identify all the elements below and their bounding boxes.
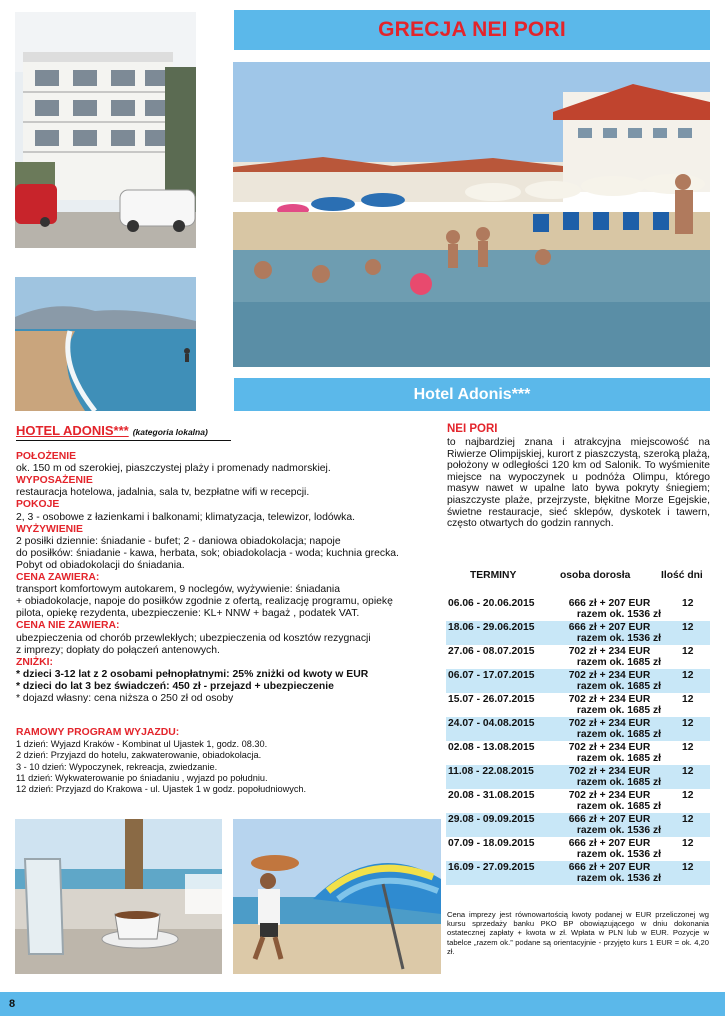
page-number: 8 — [9, 998, 16, 1010]
term-cell: 15.07 - 26.07.2015 — [448, 694, 535, 705]
table-row — [446, 693, 710, 717]
section-line: restauracja hotelowa, jadalnia, sala tv, bezpłatne wifi w recepcji. — [16, 487, 310, 499]
pricing-table-header — [446, 568, 710, 582]
days-cell: 12 — [682, 742, 694, 753]
table-row — [446, 789, 710, 813]
term-cell: 20.08 - 31.08.2015 — [448, 790, 535, 801]
total-cell: razem ok. 1685 zł — [576, 729, 661, 740]
page-title: GRECJA NEI PORI — [378, 18, 566, 41]
program-title: RAMOWY PROGRAM WYJAZDU: — [16, 727, 180, 739]
days-cell: 12 — [682, 838, 694, 849]
total-cell: razem ok. 1536 zł — [576, 633, 661, 644]
section-line: pilota, opiekę rezydenta, ubezpieczenie: KL+ NNW + bagaż , podatek VAT. — [16, 608, 360, 620]
total-cell: razem ok. 1536 zł — [576, 609, 661, 620]
pricing-table — [446, 568, 710, 885]
table-row — [446, 645, 710, 669]
hotel-description — [16, 425, 421, 796]
table-row — [446, 813, 710, 837]
footer-bar — [0, 992, 725, 1016]
nei-pori-description: to najbardziej znana i atrakcyjna miejscowość na Riwierze Olimpijskiej, kurort z piaszczystą, szeroką plażą, położony w odległości 120 km od Salonik. To wyśmienite miejsce na wypoczynek u podnóża Olimpu, którego masyw nawet w upalne lato bywa pokryty śniegiem; piaszczyste plaże, przejrzyste, błękitne Morze Egejskie, świetne restauracje, sieć sklepów, dyskotek i tawern, często otwartych do godzin rannych. — [447, 437, 710, 530]
section-line: 2, 3 - osobowe z łazienkami i balkonami; klimatyzacja, telewizor, lodówka. — [16, 511, 355, 523]
term-cell: 16.09 - 27.09.2015 — [448, 862, 535, 873]
beach-umbrella-photo — [233, 819, 441, 974]
days-cell: 12 — [682, 766, 694, 777]
section-line: Pobyt od obiadokolacji do śniadania. — [16, 559, 185, 571]
section-line: do posiłków: śniadanie - kawa, herbata, sok; obiadokolacja - woda; kuchnia grecka. — [16, 547, 399, 559]
program-day: 2 dzień: Przyjazd do hotelu, zakwaterowanie, obiadokolacja. — [16, 750, 262, 761]
table-row — [446, 717, 710, 741]
total-cell: razem ok. 1536 zł — [576, 873, 661, 884]
section-line: ubezpieczenia od chorób przewlekłych; ubezpieczenia od kosztów rezygnacji — [16, 632, 371, 644]
days-cell: 12 — [682, 694, 694, 705]
term-cell: 29.08 - 09.09.2015 — [448, 814, 535, 825]
table-row — [446, 621, 710, 645]
total-cell: razem ok. 1685 zł — [576, 705, 661, 716]
own-transport-note: * dojazd własny: cena niższa o 250 zł od osoby — [16, 692, 234, 704]
price-cell: 702 zł + 234 EUR — [568, 646, 651, 657]
total-cell: razem ok. 1685 zł — [576, 753, 661, 764]
nei-pori-title: NEI PORI — [447, 423, 498, 435]
header-days: Ilość dni — [661, 569, 703, 581]
days-cell: 12 — [682, 598, 694, 609]
section-line: transport komfortowym autokarem, 9 noclegów, wyżywienie: śniadania — [16, 584, 340, 596]
hotel-banner-title: Hotel Adonis*** — [413, 385, 531, 403]
program-list — [16, 739, 421, 795]
price-cell: 666 zł + 207 EUR — [568, 622, 651, 633]
total-cell: razem ok. 1536 zł — [576, 849, 661, 860]
hotel-name: HOTEL ADONIS*** — [16, 423, 129, 438]
price-cell: 702 zł + 234 EUR — [568, 694, 651, 705]
table-row — [446, 669, 710, 693]
price-cell: 666 zł + 207 EUR — [568, 862, 651, 873]
total-cell: razem ok. 1685 zł — [576, 777, 661, 788]
days-cell: 12 — [682, 718, 694, 729]
days-cell: 12 — [682, 622, 694, 633]
hotel-banner — [234, 378, 710, 411]
discounts-heading: ZNIŻKI: — [16, 656, 53, 668]
term-cell: 24.07 - 04.08.2015 — [448, 718, 535, 729]
cafe-table-photo — [15, 819, 222, 974]
days-cell: 12 — [682, 862, 694, 873]
total-cell: razem ok. 1685 zł — [576, 681, 661, 692]
section-heading: POŁOŻENIE — [16, 451, 77, 463]
price-cell: 702 zł + 234 EUR — [568, 670, 651, 681]
section-heading: CENA ZAWIERA: — [16, 572, 100, 584]
term-cell: 06.07 - 17.07.2015 — [448, 670, 535, 681]
term-cell: 27.06 - 08.07.2015 — [448, 646, 535, 657]
program-day: 12 dzień: Przyjazd do Krakowa - ul. Ujastek 1 w godz. popołudniowych. — [16, 784, 307, 795]
total-cell: razem ok. 1536 zł — [576, 825, 661, 836]
section-heading: POKOJE — [16, 499, 60, 511]
table-row — [446, 837, 710, 861]
total-cell: razem ok. 1685 zł — [576, 801, 661, 812]
beach-crowd-photo — [233, 62, 710, 367]
term-cell: 07.09 - 18.09.2015 — [448, 838, 535, 849]
hotel-category: (kategoria lokalna) — [132, 427, 208, 437]
program-day: 11 dzień: Wykwaterowanie po śniadaniu , wyjazd po południu. — [16, 773, 268, 784]
days-cell: 12 — [682, 790, 694, 801]
price-cell: 702 zł + 234 EUR — [568, 766, 651, 777]
price-cell: 666 zł + 207 EUR — [568, 838, 651, 849]
table-row — [446, 861, 710, 885]
table-row — [446, 765, 710, 789]
section-line: + obiadokolacje, napoje do posiłków zgodnie z ofertą, realizację programu, opiekę — [16, 596, 393, 608]
table-row — [446, 741, 710, 765]
section-line: z imprezy; dopłaty do połączeń antenowych. — [16, 644, 220, 656]
price-cell: 666 zł + 207 EUR — [568, 598, 651, 609]
term-cell: 02.08 - 13.08.2015 — [448, 742, 535, 753]
days-cell: 12 — [682, 814, 694, 825]
total-cell: razem ok. 1685 zł — [576, 657, 661, 668]
price-footnote: Cena imprezy jest równowartością kwoty podanej w EUR przeliczonej wg kursu sprzedaży banku PKO BP obowiązującego w dniu dokonania ostatecznej zapłaty + kwota w zł. Wpłata w PLN lub w EUR. Pozycje w tabelce „razem ok.” podane są orientacyjnie - przyjęto kurs 1 EUR = ok. 4,20 zł. — [447, 910, 709, 956]
discount-line: * dzieci do lat 3 bez świadczeń: 450 zł - przejazd + ubezpieczenie — [16, 680, 334, 692]
days-cell: 12 — [682, 646, 694, 657]
program-day: 1 dzień: Wyjazd Kraków - Kombinat ul Ujastek 1, godz. 08.30. — [16, 739, 268, 750]
program-day: 3 - 10 dzień: Wypoczynek, rekreacja, zwiedzanie. — [16, 761, 218, 772]
title-banner — [234, 10, 710, 50]
price-cell: 702 zł + 234 EUR — [568, 790, 651, 801]
pricing-rows — [446, 597, 710, 885]
price-cell: 666 zł + 207 EUR — [568, 814, 651, 825]
price-cell: 702 zł + 234 EUR — [568, 742, 651, 753]
beach-shore-photo — [15, 277, 196, 411]
hotel-heading — [16, 425, 231, 441]
section-heading: WYŻYWIENIE — [16, 523, 83, 535]
section-heading: CENA NIE ZAWIERA: — [16, 620, 120, 632]
header-adult: osoba dorosła — [560, 569, 631, 581]
header-terms: TERMINY — [470, 569, 517, 581]
term-cell: 18.06 - 29.06.2015 — [448, 622, 535, 633]
section-line: ok. 150 m od szerokiej, piaszczystej plaży i promenady nadmorskiej. — [16, 463, 331, 475]
price-cell: 702 zł + 234 EUR — [568, 718, 651, 729]
section-line: 2 posiłki dziennie: śniadanie - bufet; 2 - daniowa obiadokolacja; napoje — [16, 535, 341, 547]
section-heading: WYPOSAŻENIE — [16, 475, 93, 487]
discount-line: * dzieci 3-12 lat z 2 osobami pełnopłatnymi: 25% zniżki od kwoty w EUR — [16, 668, 369, 680]
days-cell: 12 — [682, 670, 694, 681]
term-cell: 11.08 - 22.08.2015 — [448, 766, 534, 777]
term-cell: 06.06 - 20.06.2015 — [448, 598, 535, 609]
hotel-building-photo — [15, 12, 196, 248]
table-row — [446, 597, 710, 621]
